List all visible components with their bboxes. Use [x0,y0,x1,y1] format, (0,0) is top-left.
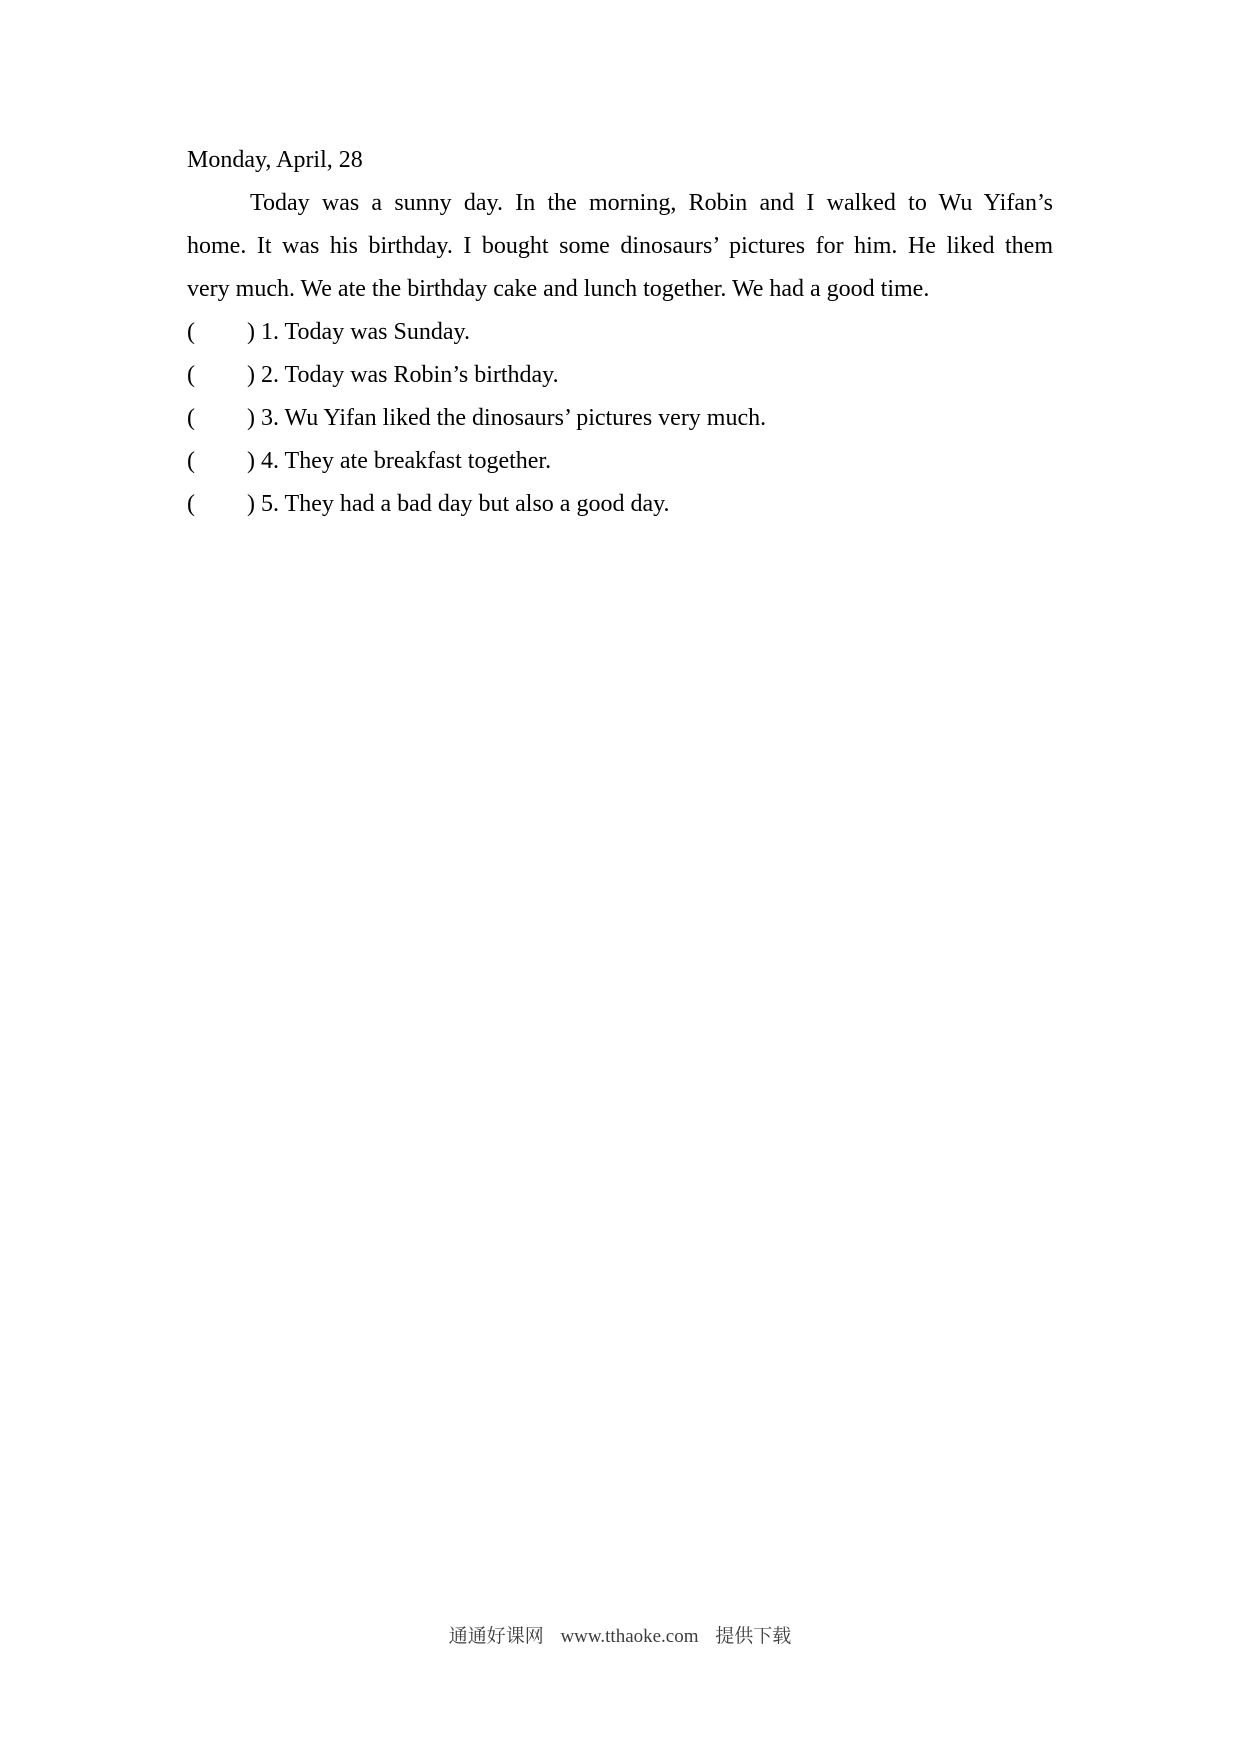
document-content [187,139,1053,526]
question-label: ) 3. Wu Yifan liked the dinosaurs’ pictures very much. [247,405,767,431]
question-row-5 [187,483,1053,526]
answer-parenthesis: ( [187,491,195,517]
passage-line-1: Today was a sunny day. In the morning, Robin and I walked to Wu Yifan’s [250,190,1053,216]
question-label: ) 1. Today was Sunday. [247,319,470,345]
footer-download-note: 提供下载 [715,1626,792,1647]
answer-parenthesis: ( [187,448,195,474]
page-footer [0,1624,1240,1650]
question-row-4 [187,440,1053,483]
question-row-1 [187,311,1053,354]
reading-passage [187,182,1053,311]
date-heading: Monday, April, 28 [187,147,363,173]
question-label: ) 5. They had a bad day but also a good day. [247,491,670,517]
passage-line-3: very much. We ate the birthday cake and lunch together. We had a good time. [187,276,930,302]
question-row-2 [187,354,1053,397]
passage-line-2: home. It was his birthday. I bought some dinosaurs’ pictures for him. He liked them [187,233,1053,259]
question-list [187,311,1053,526]
footer-site-name: 通通好课网 [448,1626,544,1647]
answer-parenthesis: ( [187,319,195,345]
question-label: ) 4. They ate breakfast together. [247,448,552,474]
footer-url: www.tthaoke.com [560,1626,699,1647]
answer-parenthesis: ( [187,405,195,431]
answer-parenthesis: ( [187,362,195,388]
question-label: ) 2. Today was Robin’s birthday. [247,362,559,388]
question-row-3 [187,397,1053,440]
